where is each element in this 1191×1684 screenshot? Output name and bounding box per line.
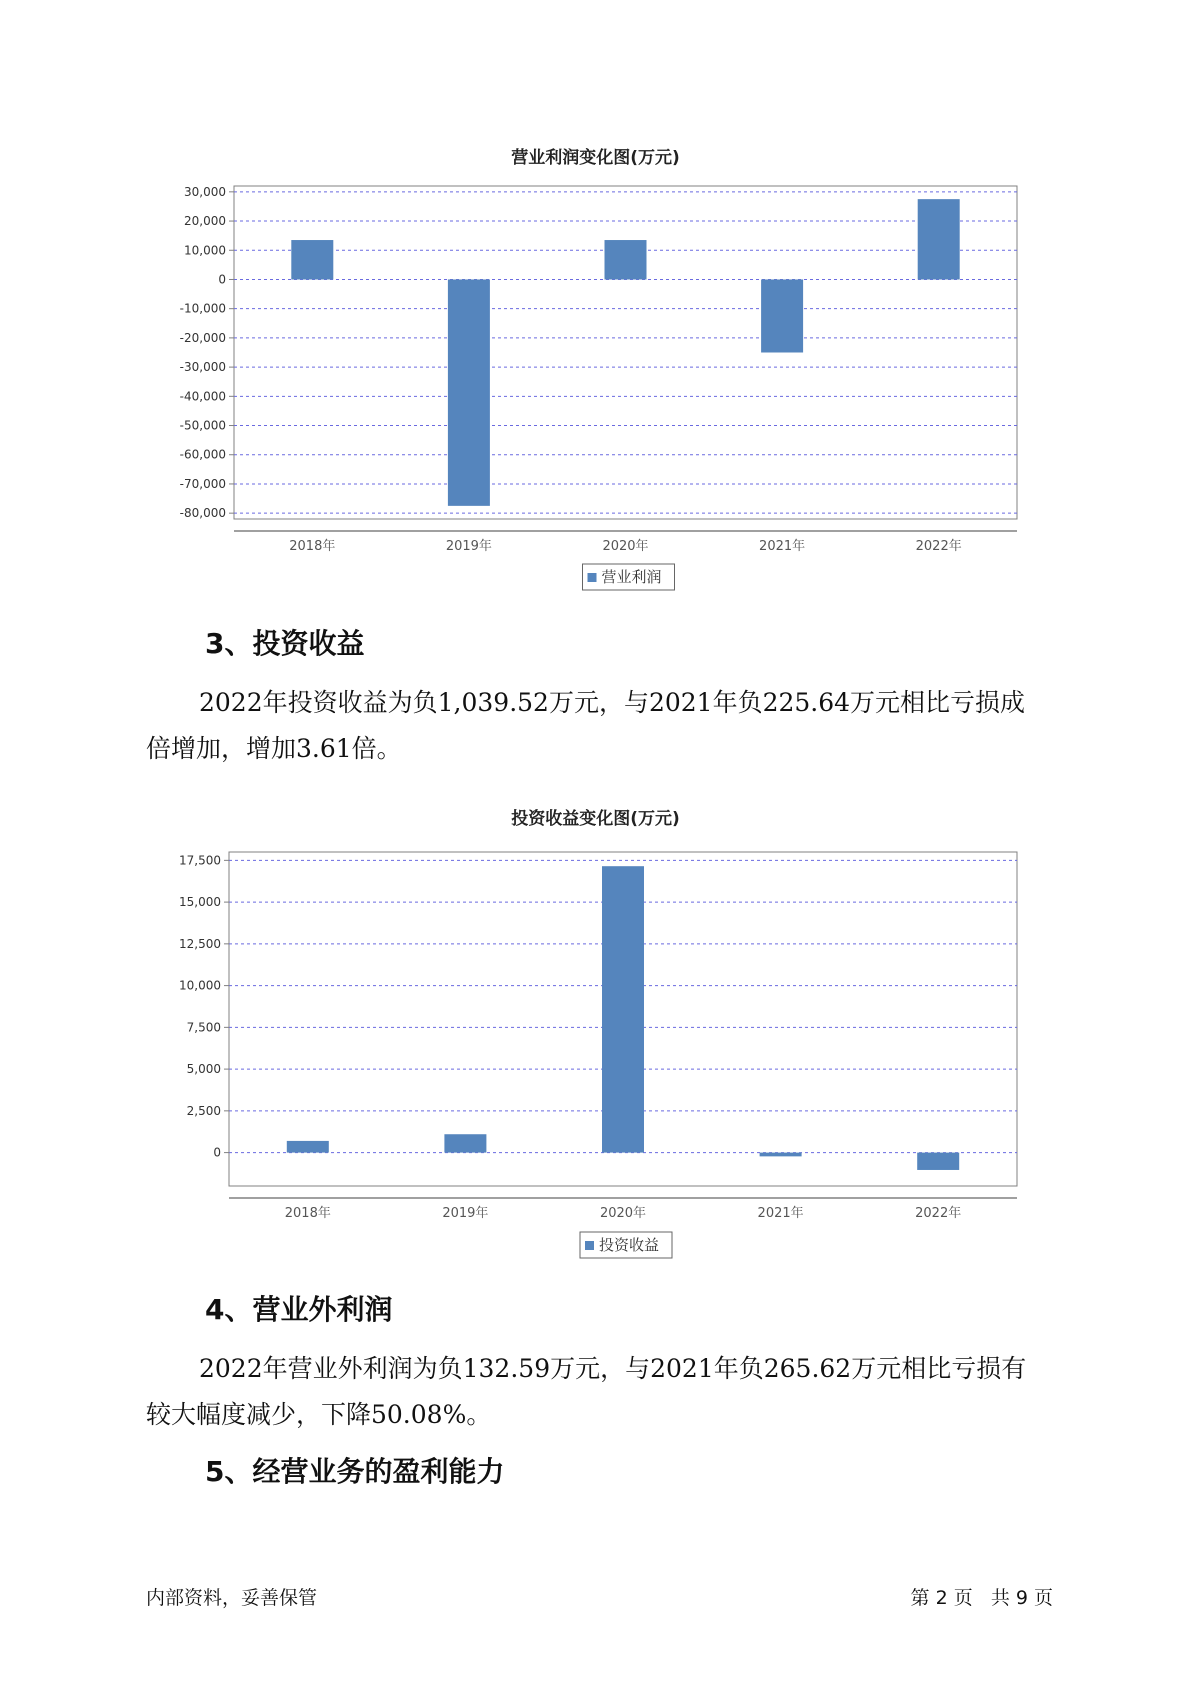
x-tick-label: 2022年	[915, 539, 962, 554]
bar	[448, 279, 490, 505]
y-tick-label: 15,000	[179, 895, 221, 910]
y-tick-label: -80,000	[179, 506, 226, 521]
x-tick-label: 2018年	[284, 1206, 331, 1221]
bar	[605, 240, 647, 279]
x-tick-label: 2020年	[599, 1206, 647, 1221]
y-tick-label: 0	[218, 272, 226, 287]
y-tick-label: 12,500	[179, 936, 221, 951]
footer-confidential: 内部资料，妥善保管	[146, 1587, 318, 1609]
bar	[917, 1153, 959, 1170]
chart-operating-profit	[0, 170, 1191, 620]
x-tick-label: 2020年	[602, 539, 649, 554]
legend-label: 投资收益	[599, 1236, 660, 1254]
y-tick-label: -40,000	[179, 389, 226, 404]
y-tick-label: -30,000	[179, 360, 226, 375]
chart-investment-income	[0, 840, 1191, 1260]
section-3-heading: 3、投资收益	[205, 627, 365, 660]
section-3-text: 2022年投资收益为负1,039.52万元，与2021年负225.64万元相比亏损成倍增加，增加3.61倍。	[146, 688, 1026, 763]
y-tick-label: 5,000	[186, 1062, 221, 1077]
legend-swatch	[588, 573, 597, 582]
y-tick-label: -60,000	[179, 447, 226, 462]
x-tick-label: 2021年	[757, 1206, 804, 1221]
y-tick-label: -70,000	[179, 476, 226, 491]
y-tick-label: -50,000	[179, 418, 226, 433]
y-tick-label: 7,500	[186, 1020, 221, 1035]
legend-label: 营业利润	[601, 568, 662, 586]
bar	[287, 1141, 329, 1153]
x-tick-label: 2019年	[445, 539, 492, 554]
section-5-heading: 5、经营业务的盈利能力	[205, 1455, 505, 1488]
bar	[761, 279, 803, 352]
bar	[760, 1153, 802, 1157]
y-tick-label: 30,000	[184, 184, 226, 199]
bar	[291, 240, 333, 279]
y-tick-label: 0	[213, 1145, 221, 1160]
x-tick-label: 2022年	[915, 1206, 962, 1221]
x-tick-label: 2018年	[289, 539, 336, 554]
section-4-text: 2022年营业外利润为负132.59万元，与2021年负265.62万元相比亏损有较大幅度减少，下降50.08%。	[146, 1354, 1027, 1429]
footer-page-number: 第 2 页 共 9 页	[910, 1587, 1053, 1609]
y-tick-label: 10,000	[184, 243, 226, 258]
bar	[444, 1134, 486, 1152]
bar	[918, 199, 960, 279]
y-tick-label: 2,500	[186, 1103, 221, 1118]
section-3-paragraph	[146, 680, 1046, 772]
legend-swatch	[585, 1241, 594, 1250]
bar	[602, 866, 644, 1152]
chart2-title: 投资收益变化图(万元)	[511, 809, 680, 829]
x-tick-label: 2021年	[759, 539, 806, 554]
y-tick-label: 17,500	[179, 853, 221, 868]
x-tick-label: 2019年	[442, 1206, 489, 1221]
chart1-title: 营业利润变化图(万元)	[511, 148, 680, 168]
section-4-heading: 4、营业外利润	[205, 1293, 393, 1326]
section-4-paragraph	[146, 1346, 1046, 1438]
y-tick-label: 10,000	[179, 978, 221, 993]
y-tick-label: 20,000	[184, 214, 226, 229]
plot-frame	[234, 186, 1017, 519]
y-tick-label: -20,000	[179, 330, 226, 345]
y-tick-label: -10,000	[179, 301, 226, 316]
